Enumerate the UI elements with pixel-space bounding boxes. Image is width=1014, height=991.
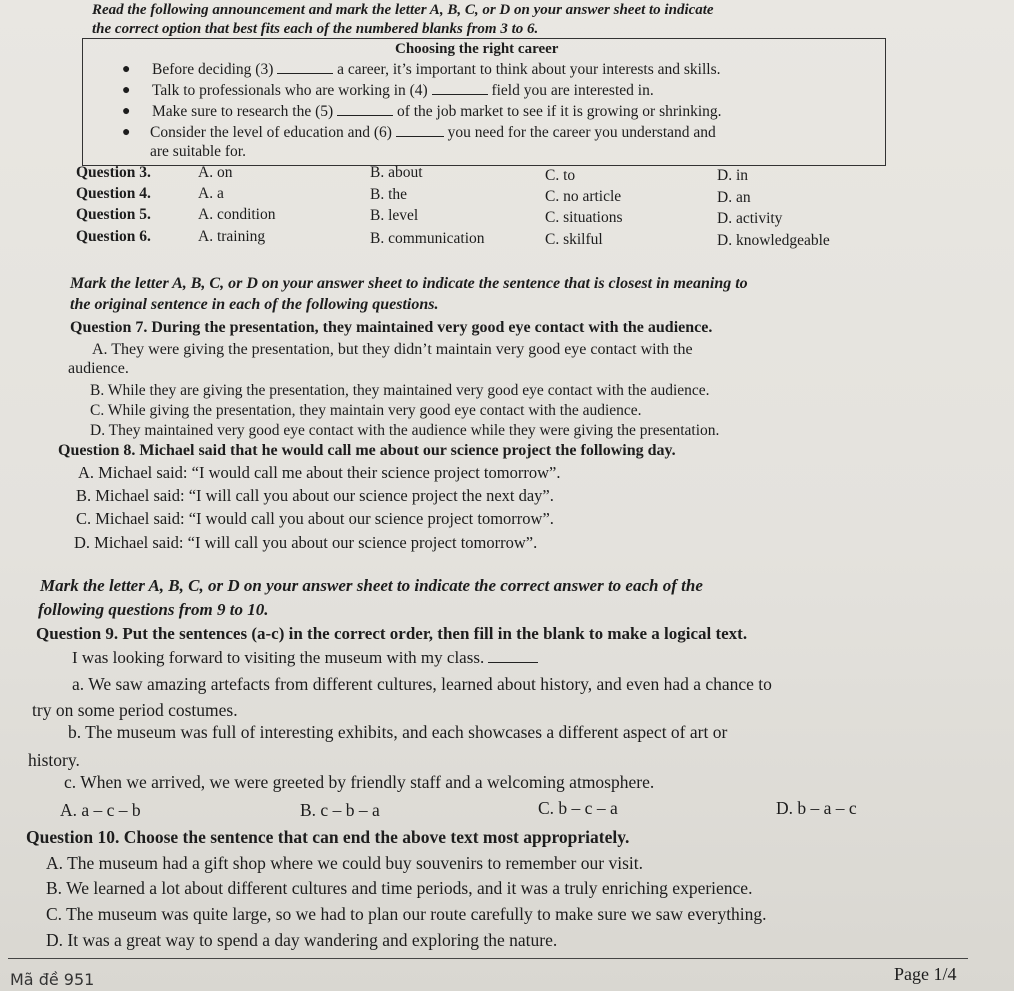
instructions-line-1: Read the following announcement and mark the letter A, B, C, or D on your answer sheet to indicate (92, 2, 714, 18)
option-c[interactable]: C. no article (545, 188, 622, 205)
option-b[interactable]: B. the (370, 186, 408, 203)
q10-option-b[interactable]: B. We learned a lot about different cultures and time periods, and it was a truly enriching experience. (46, 878, 753, 898)
option-a[interactable]: A. condition (198, 206, 276, 223)
question-10-stem: Question 10. Choose the sentence that can end the above text most appropriately. (26, 827, 630, 847)
instructions2-line-2: the original sentence in each of the following questions. (70, 296, 439, 313)
exam-code: Mã đề 951 (10, 970, 95, 989)
option-d[interactable]: D. an (717, 189, 751, 206)
option-a[interactable]: A. a (198, 185, 224, 202)
q9-option-d[interactable]: D. b – a – c (776, 798, 857, 818)
q10-option-a[interactable]: A. The museum had a gift shop where we could buy souvenirs to remember our visit. (46, 853, 643, 873)
announcement-bullet-2: Talk to professionals who are working in (4) field you are interested in. (152, 82, 654, 99)
q9-sentence-b-cont: history. (28, 750, 80, 770)
option-b[interactable]: B. level (370, 207, 419, 224)
question-7-stem: Question 7. During the presentation, they maintained very good eye contact with the audience. (70, 319, 713, 336)
option-d[interactable]: D. activity (717, 210, 783, 227)
q8-option-c[interactable]: C. Michael said: “I would call you about our science project tomorrow”. (76, 509, 554, 528)
q8-option-a[interactable]: A. Michael said: “I would call me about their science project tomorrow”. (78, 463, 561, 482)
page-number: Page 1/4 (894, 964, 957, 984)
question-label: Question 6. (76, 228, 151, 245)
blank-4 (432, 94, 488, 95)
q9-sentence-a-cont: try on some period costumes. (32, 700, 238, 720)
option-c[interactable]: C. situations (545, 209, 623, 226)
q7-option-a[interactable]: A. They were giving the presentation, but they didn’t maintain very good eye contact with the (92, 341, 693, 358)
q9-option-b[interactable]: B. c – b – a (300, 800, 380, 820)
q9-option-a[interactable]: A. a – c – b (60, 800, 141, 820)
option-a[interactable]: A. training (198, 228, 266, 245)
q9-sentence-a: a. We saw amazing artefacts from different cultures, learned about history, and even had a chance to (72, 674, 772, 694)
question-label: Question 5. (76, 206, 151, 223)
q10-option-c[interactable]: C. The museum was quite large, so we had to plan our route carefully to make sure we saw everything. (46, 904, 767, 924)
option-c[interactable]: C. to (545, 167, 576, 184)
instructions3-line-1: Mark the letter A, B, C, or D on your answer sheet to indicate the correct answer to each of the (40, 576, 703, 595)
bullet-icon: ● (122, 104, 131, 119)
announcement-bullet-4: Consider the level of education and (6) you need for the career you understand and (150, 124, 716, 141)
q9-blank (488, 662, 538, 663)
q9-intro: I was looking forward to visiting the museum with my class. (72, 648, 538, 668)
question-label: Question 3. (76, 164, 151, 181)
q7-option-d[interactable]: D. They maintained very good eye contact with the audience while they were giving the presentation. (90, 422, 720, 439)
announcement-bullet-1: Before deciding (3) a career, it’s important to think about your interests and skills. (152, 61, 721, 78)
bullet-icon: ● (122, 62, 131, 77)
question-8-stem: Question 8. Michael said that he would call me about our science project the following day. (58, 442, 676, 459)
question-label: Question 4. (76, 185, 151, 202)
blank-3 (277, 73, 333, 74)
bullet-icon: ● (122, 83, 131, 98)
q7-option-c[interactable]: C. While giving the presentation, they maintain very good eye contact with the audience. (90, 402, 642, 419)
instructions2-line-1: Mark the letter A, B, C, or D on your answer sheet to indicate the sentence that is closest in meaning to (70, 275, 748, 292)
q8-option-d[interactable]: D. Michael said: “I will call you about our science project tomorrow”. (74, 533, 538, 552)
instructions3-line-2: following questions from 9 to 10. (38, 600, 269, 619)
q8-option-b[interactable]: B. Michael said: “I will call you about our science project the next day”. (76, 486, 554, 505)
option-d[interactable]: D. in (717, 167, 748, 184)
blank-6 (396, 136, 444, 137)
option-c[interactable]: C. skilful (545, 231, 603, 248)
option-b[interactable]: B. communication (370, 230, 485, 247)
option-a[interactable]: A. on (198, 164, 233, 181)
q10-option-d[interactable]: D. It was a great way to spend a day wandering and exploring the nature. (46, 930, 558, 950)
blank-5 (337, 115, 393, 116)
q9-option-c[interactable]: C. b – c – a (538, 798, 618, 818)
q9-sentence-c: c. When we arrived, we were greeted by friendly staff and a welcoming atmosphere. (64, 772, 655, 792)
q7-option-a-cont[interactable]: audience. (68, 360, 129, 377)
announcement-bullet-4-cont: are suitable for. (150, 143, 246, 160)
q7-option-b[interactable]: B. While they are giving the presentation, they maintained very good eye contact with the audience. (90, 382, 710, 399)
announcement-title: Choosing the right career (395, 41, 559, 57)
announcement-bullet-3: Make sure to research the (5) of the job market to see if it is growing or shrinking. (152, 103, 722, 120)
bullet-icon: ● (122, 125, 131, 140)
question-9-stem: Question 9. Put the sentences (a-c) in the correct order, then fill in the blank to make a logical text. (36, 624, 748, 643)
instructions-line-2: the correct option that best fits each of the numbered blanks from 3 to 6. (92, 21, 539, 37)
q9-sentence-b: b. The museum was full of interesting exhibits, and each showcases a different aspect of art or (68, 722, 728, 742)
option-b[interactable]: B. about (370, 164, 423, 181)
option-d[interactable]: D. knowledgeable (717, 232, 830, 249)
footer-divider (8, 958, 968, 959)
